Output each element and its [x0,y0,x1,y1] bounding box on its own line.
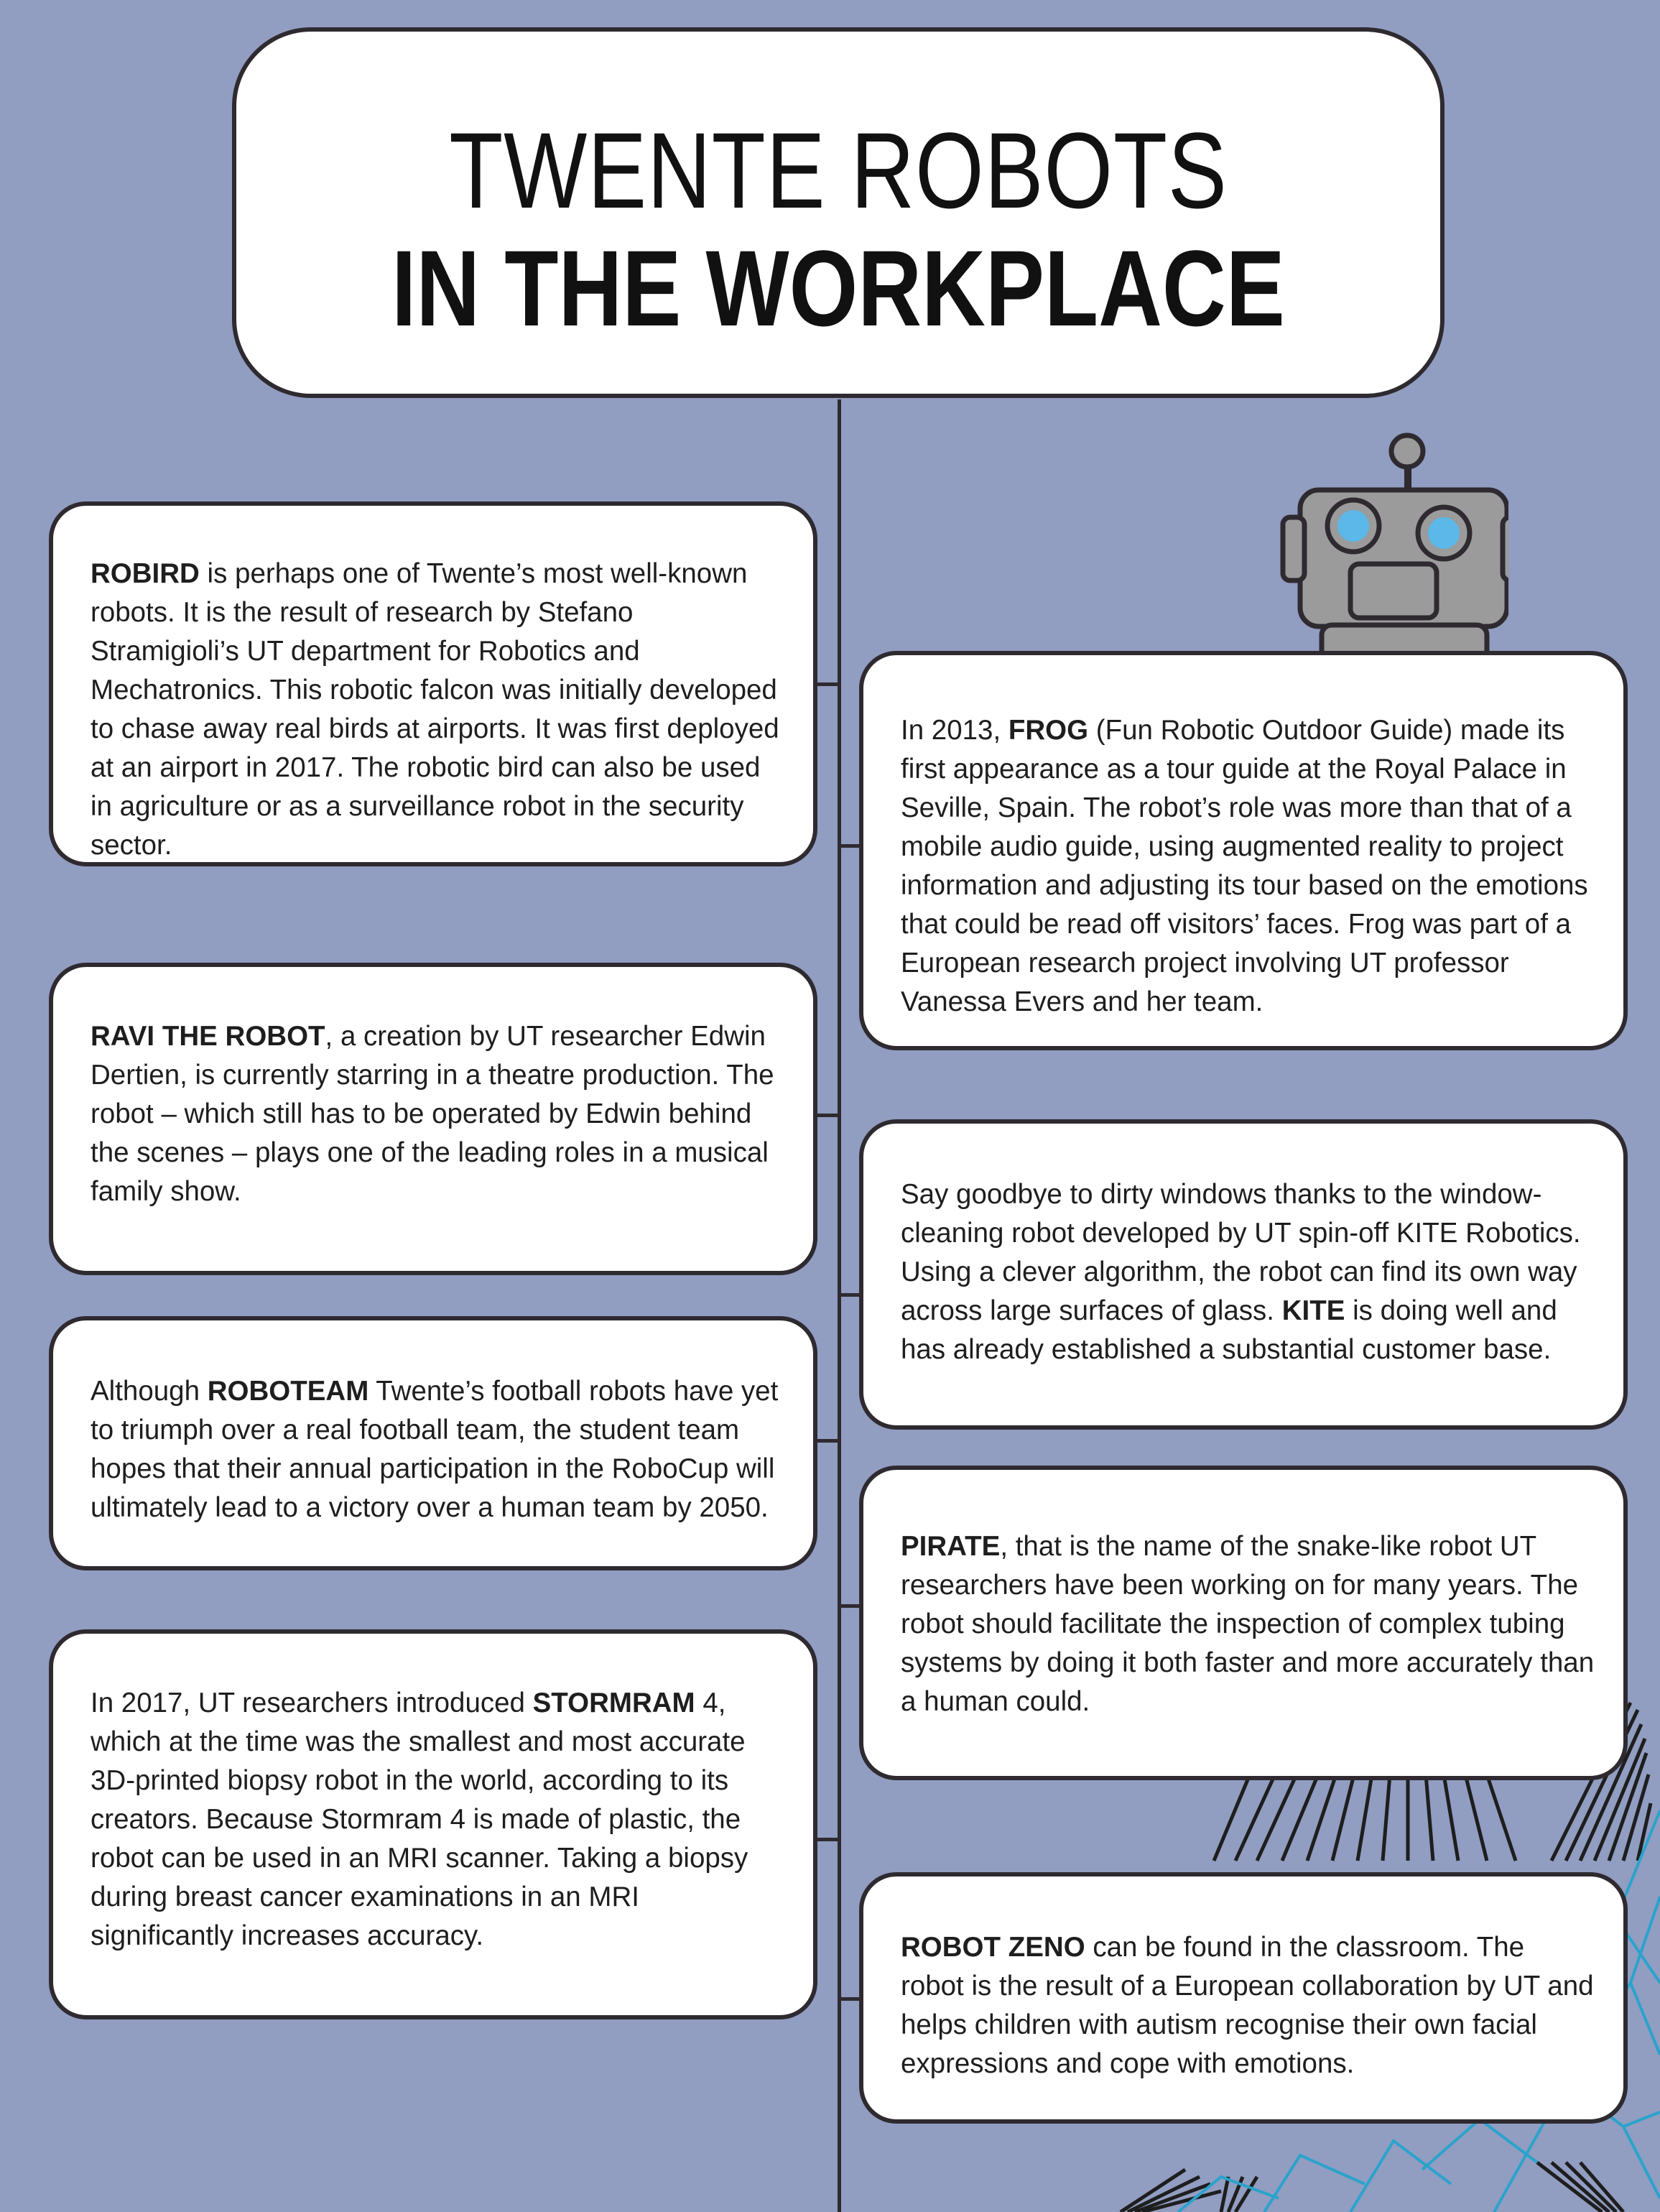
card-kite-bold: KITE [1281,1295,1345,1326]
card-ravi-text [91,1017,784,1211]
card-pirate-text [901,1527,1595,1721]
card-robird-text [91,555,784,865]
timeline-tick [815,682,840,686]
card-stormram [49,1629,817,2019]
timeline-line [838,399,841,2212]
card-kite-after: is doing well and has already established a substantial customer base. [901,1295,1557,1365]
card-frog-before: In 2013, [901,715,1008,746]
card-zeno-after: can be found in the classroom. The robot is the result of a European collaboration by UT and helps children with autism recognise their own facial expressions and cope with emotions. [901,1932,1594,2079]
timeline-tick [815,1838,840,1841]
card-frog-bold: FROG [1008,715,1089,746]
card-zeno [859,1872,1628,2124]
card-ravi [49,963,817,1275]
card-kite-text [901,1175,1595,1369]
card-pirate-after: , that is the name of the snake-like robot UT researchers have been working on for many years. The robot should facilitate the inspection of complex tubing systems by doing it both faster and more accurately than a human could. [901,1531,1595,1717]
card-roboteam-bold: ROBOTEAM [207,1376,369,1407]
title-box [232,27,1445,398]
card-stormram-after: 4, which at the time was the smallest and most accurate 3D-printed biopsy robot in the world, according to its creators. Because Stormram 4 is made of plastic, the robot can be used in an MRI scanner. Taking a biopsy during breast cancer examinations in an MRI significantly increases accuracy. [91,1688,748,1951]
card-pirate [859,1466,1628,1780]
card-ravi-bold: RAVI THE ROBOT [91,1021,325,1052]
card-ravi-after: , a creation by UT researcher Edwin Dertien, is currently starring in a theatre production. The robot – which still has to be operated by Edwin behind the scenes – plays one of the leading roles in a musical family show. [91,1021,774,1207]
card-frog-text [901,711,1595,1022]
card-stormram-bold: STORMRAM [532,1688,695,1718]
card-kite [859,1119,1628,1430]
robot-head-icon [1279,424,1508,668]
card-robird-after: is perhaps one of Twente’s most well-known robots. It is the result of research by Stefano Stramigioli’s UT department for Robotics and Mechatronics. This robotic falcon was initially developed to chase away real birds at airports. It was first deployed at an airport in 2017. The robotic bird can also be used in agriculture or as a surveillance robot in the security sector. [91,558,779,861]
title-line1: TWENTE ROBOTS [449,110,1228,231]
card-frog-after: (Fun Robotic Outdoor Guide) made its first appearance as a tour guide at the Royal Palace in Seville, Spain. The robot’s role was more than that of a mobile audio guide, using augmented reality to project information and adjusting its tour based on the emotions that could be read off visitors’ faces. Frog was part of a European research project involving UT professor Vanessa Evers and her team. [901,715,1588,1017]
card-stormram-before: In 2017, UT researchers introduced [91,1688,533,1718]
card-roboteam [49,1316,817,1570]
card-zeno-bold: ROBOT ZENO [901,1932,1085,1963]
timeline-tick [815,1114,840,1117]
card-kite-before: Say goodbye to dirty windows thanks to the window-cleaning robot developed by UT spin-off KITE Robotics. Using a clever algorithm, the robot can find its own way across large surfaces of glass. [901,1179,1581,1326]
card-robird-bold: ROBIRD [91,558,200,589]
title-line2: IN THE WORKPLACE [391,228,1285,348]
card-roboteam-after: Twente’s football robots have yet to triumph over a real football team, the student team hopes that their annual participation in the RoboCup will ultimately lead to a victory over a human team by 2050. [91,1376,779,1523]
card-roboteam-text [91,1372,784,1527]
timeline-tick [815,1439,840,1443]
card-frog [859,651,1628,1050]
card-robird [49,501,817,866]
card-stormram-text [91,1684,784,1956]
card-zeno-text [901,1928,1595,2083]
card-pirate-bold: PIRATE [901,1531,1001,1562]
card-roboteam-before: Although [91,1376,208,1407]
